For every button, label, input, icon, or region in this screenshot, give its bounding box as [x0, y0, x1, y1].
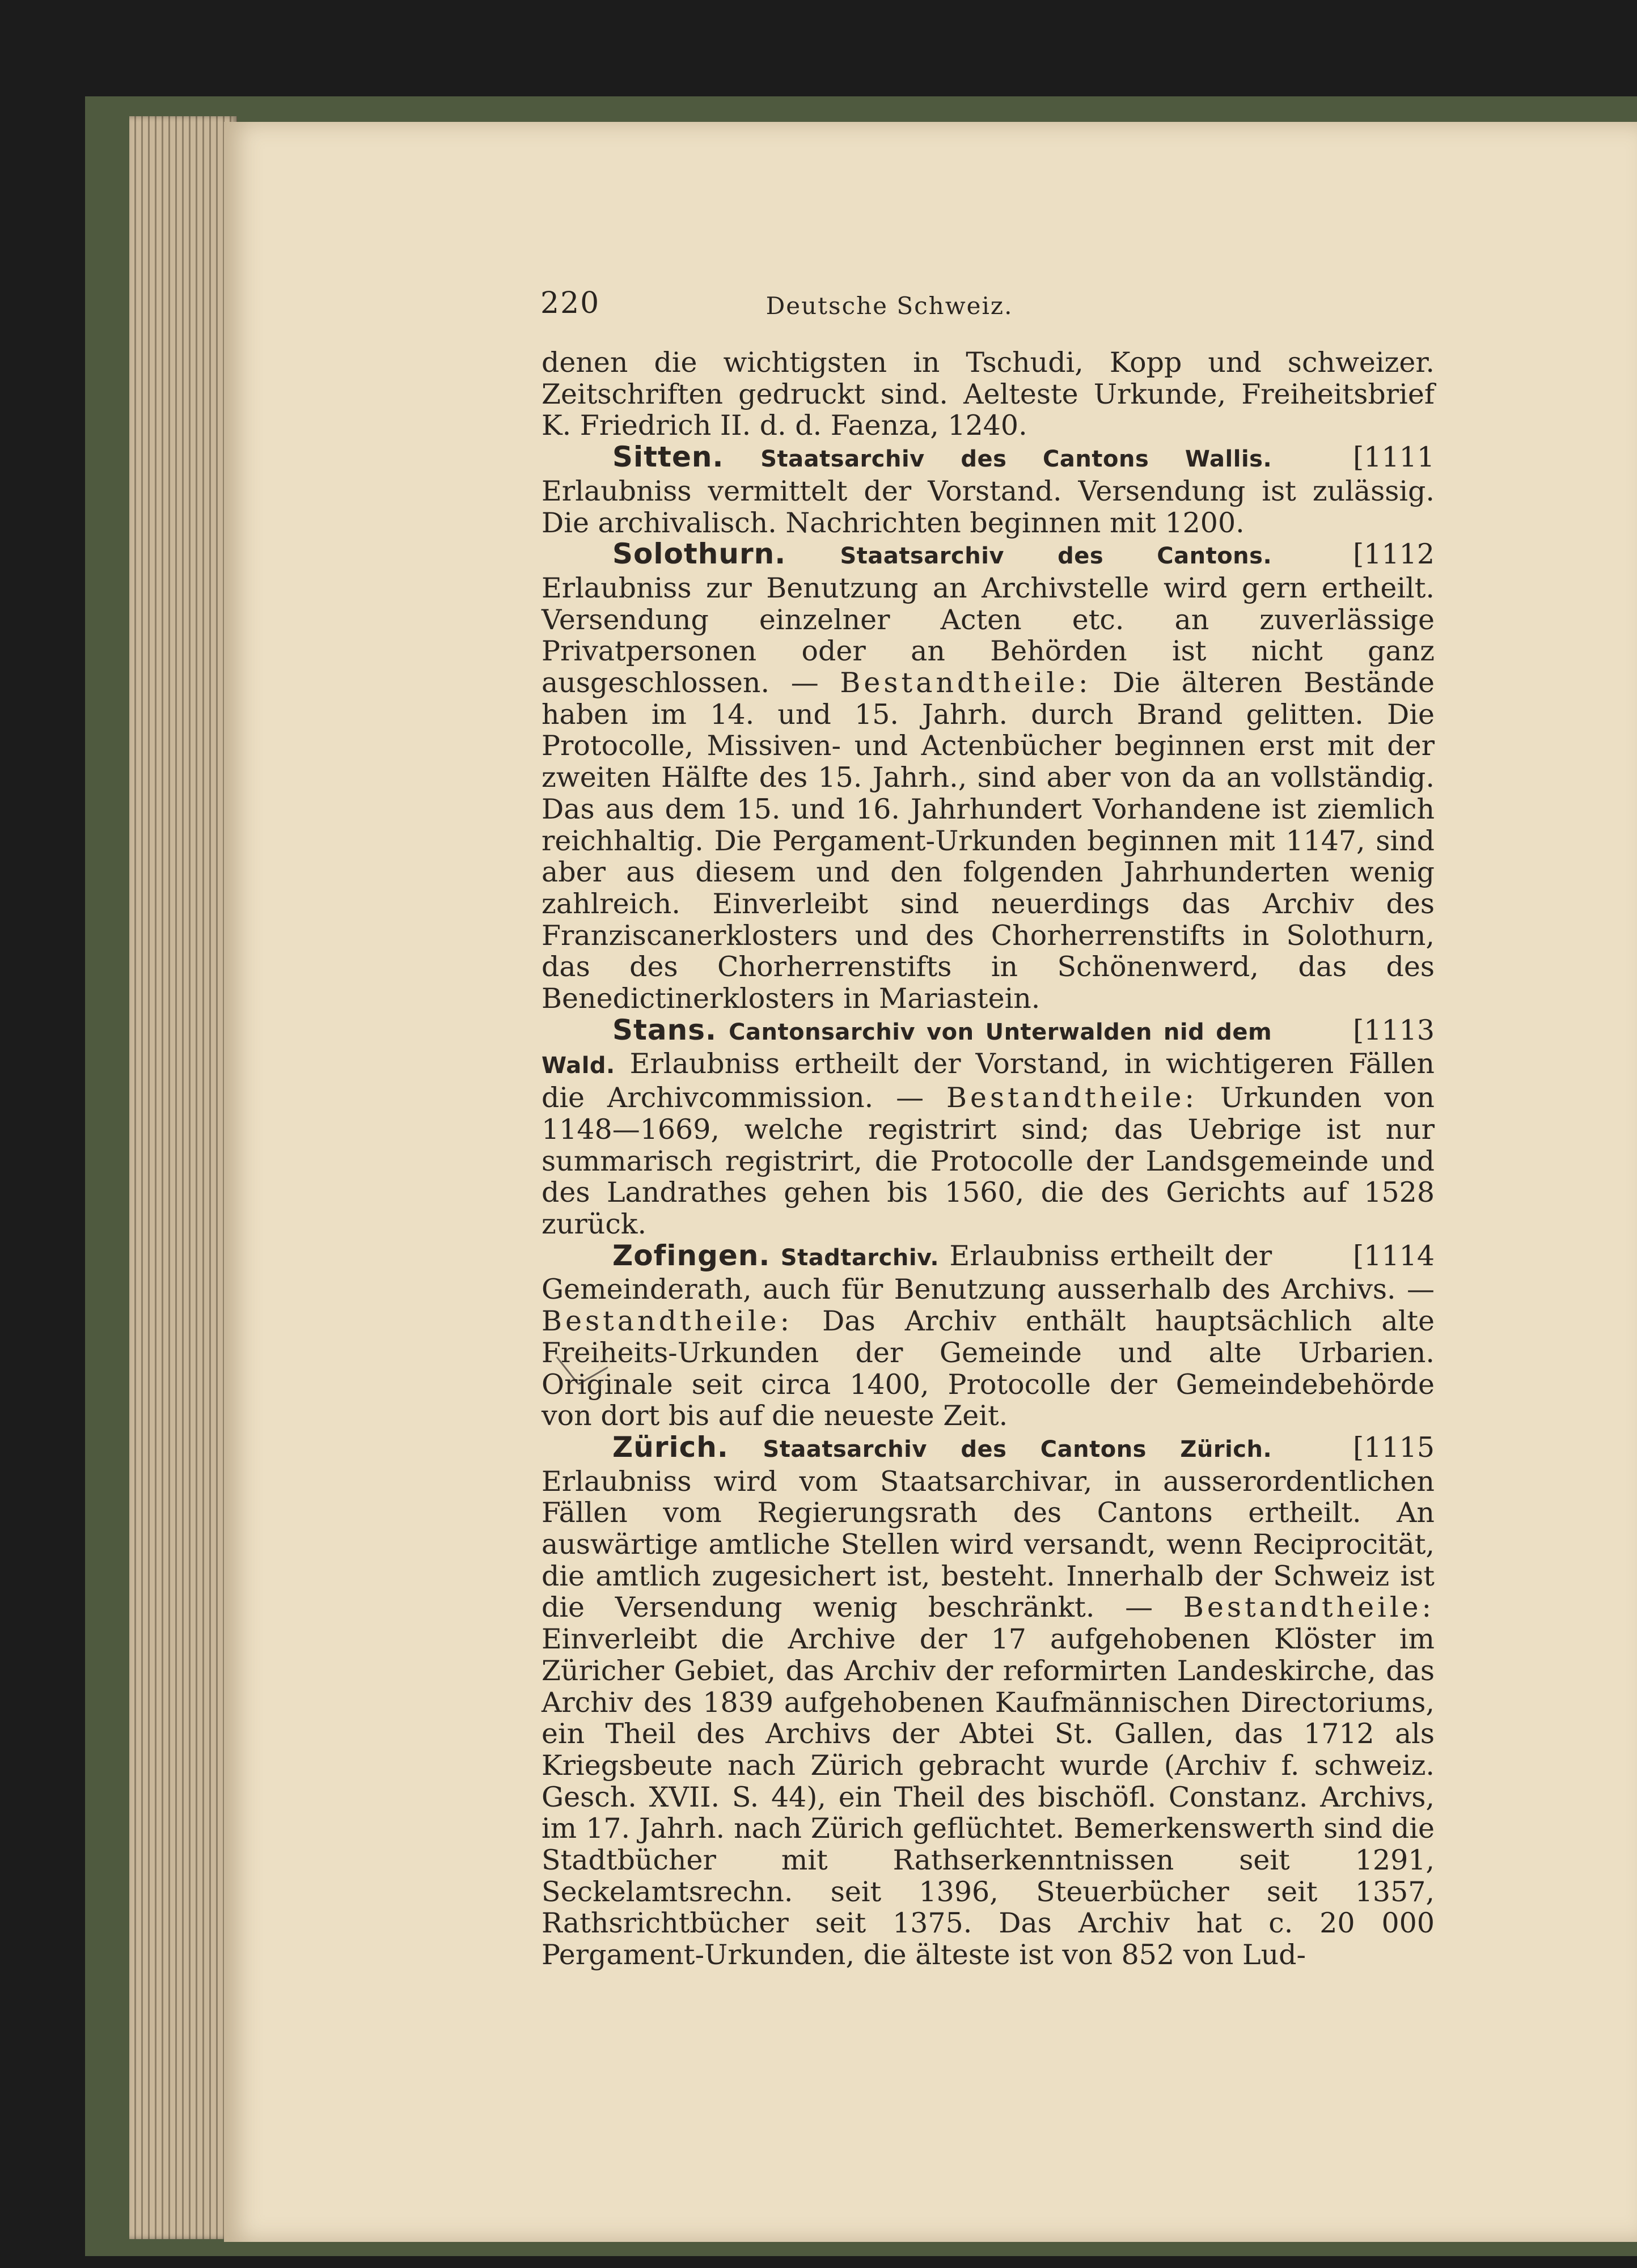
entry-place: Zürich.: [612, 1430, 729, 1464]
bestandtheile-label: Bestandtheile:: [542, 1305, 793, 1338]
bestandtheile-label: Bestandtheile:: [946, 1082, 1198, 1114]
page-edges: [129, 116, 237, 2239]
page-body: [542, 347, 1435, 1971]
continuation-paragraph: denen die wichtigsten in Tschudi, Kopp und schweizer. Zeitschriften gedruckt sind. Aelteste Urkunde, Freiheitsbrief K. Friedrich II. d. d. Faenza, 1240.: [542, 346, 1435, 442]
entry-text-after: Urkunden von 1148—1669, welche registrirt sind; das Uebrige ist nur summarisch registrirt, die Protocolle der Landsgemeinde und des Landrathes gehen bis 1560, die des Gerichts auf 1528 zurück.: [542, 1082, 1435, 1240]
entry-number: [ 1111: [1282, 442, 1435, 473]
entry-archive: Staatsarchiv des Cantons Zürich.: [763, 1436, 1272, 1462]
entry-number: [ 1113: [1282, 1015, 1435, 1046]
entry-number: [ 1112: [1282, 539, 1435, 570]
entry-text: Erlaubniss zur Benutzung an Archivstelle wird gern ertheilt. Versendung einzelner Acten etc. an zuverlässige Privatpersonen oder an Behörden ist nicht ganz ausgeschlossen. —: [542, 571, 1435, 700]
entry-text: Erlaubniss ertheilt der Vorstand, in wichtigeren Fällen die Archivcommission. —: [542, 1048, 1435, 1114]
entry-archive: Cantonsarchiv von Unterwalden nid dem Wald.: [542, 1019, 1272, 1079]
entry-sitten: [542, 442, 1435, 539]
entry-archive: Stadtarchiv.: [780, 1244, 940, 1271]
entry-stans: [542, 1015, 1435, 1240]
entry-text: Erlaubniss vermittelt der Vorstand. Versendung ist zulässig. Die archivalisch. Nachrichten beginnen mit 1200.: [542, 474, 1435, 539]
entry-zofingen: [542, 1240, 1435, 1432]
entry-zuerich: [542, 1432, 1435, 1971]
entry-text: Erlaubniss wird vom Staatsarchivar, in ausserordentlichen Fällen vom Regierungsrath des Cantons ertheilt. An auswärtige amtliche Stellen wird versandt, wenn Reciprocität, die amtlich zugesichert ist, besteht. Innerhalb der Schweiz ist die Versendung wenig beschränkt. —: [542, 1465, 1435, 1624]
entry-text-after: Die älteren Bestände haben im 14. und 15. Jahrh. durch Brand gelitten. Die Protocolle, Missiven- und Actenbücher beginnen erst mit der zweiten Hälfte des 15. Jahrh., sind aber von da an vollständig. Das aus dem 15. und 16. Jahrhundert Vorhandene ist ziemlich reichhaltig. Die Pergament-Urkunden beginnen mit 1147, sind aber aus diesem und den folgenden Jahrhunderten wenig zahlreich. Einverleibt sind neuerdings das Archiv des Franziscanerklosters und des Chorherrenstifts in Solothurn, das des Chorherrenstifts in Schönenwerd, das des Benedictinerklosters in Mariastein.: [542, 667, 1435, 1015]
page-number: 220: [540, 286, 600, 320]
entry-solothurn: [542, 539, 1435, 1015]
bestandtheile-label: Bestandtheile:: [840, 667, 1092, 700]
entry-number: [ 1115: [1282, 1432, 1435, 1464]
entry-place: Stans.: [612, 1013, 717, 1046]
entry-number: [ 1114: [1282, 1240, 1435, 1272]
entry-place: Sitten.: [612, 440, 724, 474]
entry-text: Erlaubniss ertheilt der Gemeinderath, auch für Benutzung ausserhalb des Archivs. —: [542, 1239, 1435, 1306]
bestandtheile-label: Bestandtheile:: [1183, 1591, 1435, 1624]
entry-place: Solothurn.: [612, 537, 786, 571]
entry-archive: Staatsarchiv des Cantons Wallis.: [760, 446, 1272, 473]
running-title: Deutsche Schweiz.: [765, 292, 1013, 320]
entry-text-after: Das Archiv enthält hauptsächlich alte Freiheits-Urkunden der Gemeinde und alte Urbarien. Originale seit circa 1400, Protocolle der Gemeindebehörde von dort bis auf die neueste Zeit.: [542, 1305, 1435, 1432]
entry-place: Zofingen.: [612, 1239, 771, 1272]
entry-archive: Staatsarchiv des Cantons.: [840, 543, 1272, 570]
entry-text-after: Einverleibt die Archive der 17 aufgehobenen Klöster im Züricher Gebiet, das Archiv der reformirten Landeskirche, das Archiv des 1839 aufgehobenen Kaufmännischen Directoriums, ein Theil des Archivs der Abtei St. Gallen, das 1712 als Kriegsbeute nach Zürich gebracht wurde (Archiv f. schweiz. Gesch. XVII. S. 44), ein Theil des bischöfl. Constanz. Archivs, im 17. Jahrh. nach Zürich geflüchtet. Bemerkenswerth sind die Stadtbücher mit Rathserkenntnissen seit 1291, Seckelamtsrechn. seit 1396, Steuerbücher seit 1357, Rathsrichtbücher seit 1375. Das Archiv hat c. 20 000 Pergament-Urkunden, die älteste ist von 852 von Lud-: [542, 1623, 1435, 1972]
